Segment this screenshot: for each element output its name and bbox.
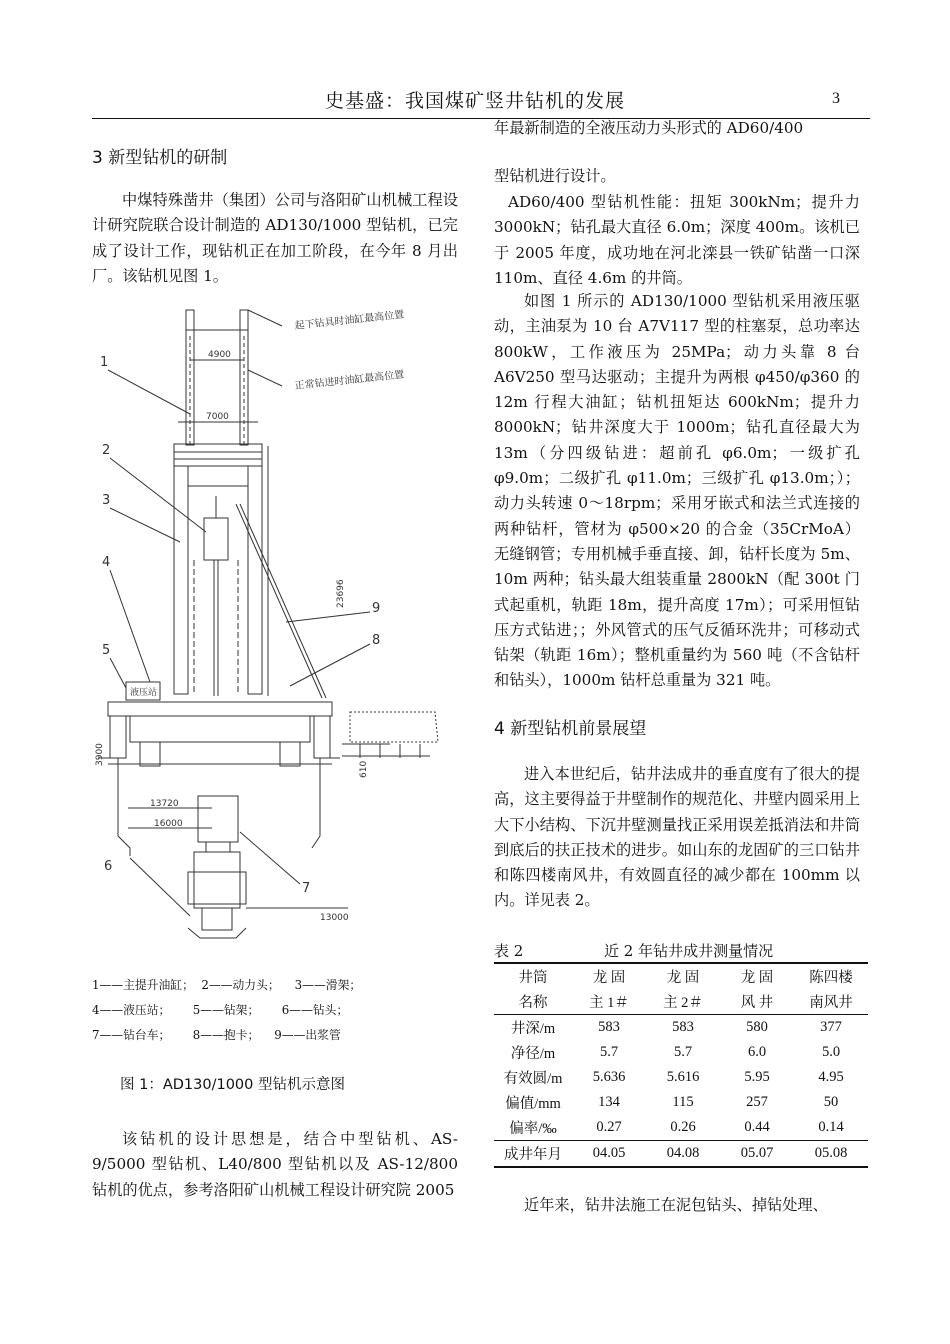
table-cell: 有效圆/m (503, 1071, 563, 1087)
page-number: 3 (832, 90, 840, 107)
table-cell: 5.95 (744, 1069, 770, 1085)
paragraph-ad130-specs: 如图 1 所示的 AD130/1000 型钻机采用液压驱动，主油泵为 10 台 A7V117 型的柱塞泵，总功率达 800kW，工作液压为 25MPa；动力头靠 8 台 A6V250 型马达驱动；主提升为两根 φ450/φ360 的 12m 行程大油缸；钻机扭矩达 600kNm；提升力 8000kN；钻井深度大于 1000m；钻孔直径最大为 13m（分四级钻进：超前孔 φ6.0m；一级扩孔 φ9.0m；二级扩孔 φ11.0m；三级扩孔 φ13.0m；）；动力头转速 0～18rpm；采用牙嵌式和法兰式连接的两种钻杆，管材为 φ500×20 的合金（35CrMoA）无缝钢管；专用机械手垂直接、卸，钻杆长度为 5m、10m 两种；钻头最大组装重量 2800kN（配 300t 门式起重机，轨距 18m，提升高度 17m）；可采用恒钻压方式钻进；；外风管式的压气反循环洗井；可移动式钻架（轨距 16m）；整机重量约为 560 吨（不含钻杆和钻头），1000m 钻杆总重量为 321 吨。 (494, 292, 860, 690)
callout-7: 7 (302, 881, 311, 896)
table-cell: 4.95 (818, 1069, 844, 1085)
table-header-row (494, 963, 868, 989)
table-cell: 成井年月 (494, 1141, 572, 1168)
dim-7000: 7000 (206, 412, 229, 422)
dim-16000: 16000 (154, 819, 183, 829)
table-header-cell: 龙 固 (666, 970, 700, 986)
callout-5: 5 (102, 643, 111, 658)
table-cell: 04.08 (646, 1141, 720, 1168)
table-header-cell: 井筒 (518, 970, 548, 986)
paragraph-intro: 中煤特殊凿井（集团）公司与洛阳矿山机械工程设计研究院联合设计制造的 AD130/1000 型钻机，已完成了设计工作，现钻机正在加工阶段，在今年 8 月出厂。该钻机见图 1。 (92, 191, 458, 285)
figure-drilling-rig-schematic (90, 296, 450, 952)
table-cell: 0.44 (720, 1115, 794, 1141)
paragraph-design-idea: 该钻机的设计思想是，结合中型钻机、AS-9/5000 型钻机、L40/800 型钻机以及 AS-12/800 钻机的优点，参考洛阳矿山机械工程设计研究院 2005 (92, 1130, 458, 1199)
callout-8: 8 (372, 633, 381, 648)
table-cell: 583 (598, 1019, 620, 1035)
dim-3900: 3900 (95, 743, 105, 766)
paragraph-continued-line-1: 年最新制造的全液压动力头形式的 AD60/400 (494, 119, 804, 137)
running-header-title: 史基盛：我国煤矿竖井钻机的发展 (324, 90, 625, 112)
dim-13720: 13720 (150, 799, 179, 809)
dim-4900: 4900 (208, 350, 231, 360)
paragraph-prospects: 进入本世纪后，钻井法成井的垂直度有了很大的提高，这主要得益于井壁制作的规范化、井壁内圆采用上大下小结构、下沉井壁测量找正采用误差抵消法和井筒到底后的扶正技术的进步。如山东的龙固矿的三口钻井和陈四楼南风井，有效圆直径的减少都在 100mm 以内。详见表 2。 (494, 765, 860, 910)
table-cell: 05.07 (720, 1141, 794, 1168)
table-cell: 偏值/mm (505, 1096, 561, 1112)
label-lift-max-position: 起下钻具时油缸最高位置 (294, 309, 405, 332)
table-cell: 5.7 (673, 1044, 693, 1060)
table-label: 表 2 (494, 942, 524, 960)
table-header-cell: 风 井 (720, 989, 794, 1015)
paragraph-continued-line-2: 型钻机进行设计。 (494, 167, 616, 185)
table-cell: 6.0 (747, 1044, 767, 1060)
table-cell: 583 (672, 1019, 694, 1035)
table-header-cell: 陈四楼 (809, 970, 853, 986)
table-cell: 净径/m (510, 1046, 556, 1062)
table-header-cell: 龙 固 (592, 970, 626, 986)
table-header-cell: 龙 固 (740, 970, 774, 986)
table-row (494, 1015, 868, 1041)
table-cell: 5.0 (821, 1044, 841, 1060)
table-cell: 5.7 (599, 1044, 619, 1060)
figure-caption: 图 1：AD130/1000 型钻机示意图 (120, 1077, 345, 1093)
figure-legend-line-1: 1——主提升油缸； 2——动力头； 3——滑架； (92, 978, 362, 992)
table-row (494, 1065, 868, 1090)
dim-13000: 13000 (320, 913, 349, 923)
table-cell: 377 (820, 1019, 842, 1035)
table-row (494, 1115, 868, 1141)
table-cell: 257 (746, 1094, 768, 1110)
figure-legend-line-2: 4——液压站； 5——钻架； 6——钻头； (92, 1003, 349, 1017)
table-cell: 井深/m (510, 1021, 556, 1037)
table-header-cell: 主 2＃ (646, 989, 720, 1015)
table-row (494, 1141, 868, 1168)
table-cell: 0.26 (646, 1115, 720, 1141)
callout-4: 4 (102, 555, 111, 570)
label-normal-drilling-position: 正常钻进时油缸最高位置 (294, 369, 405, 392)
section-4-heading: 4 新型钻机前景展望 (494, 719, 647, 739)
paragraph-recent-years: 近年来，钻井法施工在泥包钻头、掉钻处理、 (524, 1196, 828, 1214)
table-cell: 115 (672, 1094, 694, 1110)
table-shaft-measurements (494, 962, 868, 1168)
table-cell: 580 (746, 1019, 768, 1035)
table-header-row (494, 989, 868, 1015)
table-title: 近 2 年钻井成井测量情况 (604, 942, 774, 960)
table-row (494, 1090, 868, 1115)
table-cell: 134 (598, 1094, 620, 1110)
dim-610: 610 (359, 760, 369, 778)
dim-23696: 23696 (336, 579, 346, 608)
table-header-cell: 主 1＃ (572, 989, 646, 1015)
callout-3: 3 (102, 493, 111, 508)
table-header-cell: 名称 (494, 989, 572, 1015)
table-cell: 0.27 (572, 1115, 646, 1141)
table-cell: 04.05 (572, 1141, 646, 1168)
table-row (494, 1040, 868, 1065)
figure-legend-line-3: 7——钻台车； 8——抱卡； 9——出浆管 (92, 1028, 341, 1042)
callout-2: 2 (102, 443, 111, 458)
label-hydraulic-station: 液压站 (130, 688, 158, 698)
callout-1: 1 (100, 355, 109, 370)
table-header-cell: 南风井 (794, 989, 868, 1015)
callout-9: 9 (372, 601, 381, 616)
table-cell: 5.636 (592, 1069, 626, 1085)
table-cell: 50 (823, 1094, 839, 1110)
table-cell: 05.08 (794, 1141, 868, 1168)
paragraph-ad60-performance: AD60/400 型钻机性能：扭矩 300kNm；提升力 3000kN；钻孔最大直径 6.0m；深度 400m。该机已于 2005 年度，成功地在河北滦县一铁矿钻凿一口深 110m、直径 4.6m 的井筒。 (494, 193, 860, 287)
section-3-heading: 3 新型钻机的研制 (92, 148, 228, 168)
callout-6: 6 (104, 859, 113, 874)
table-cell: 5.616 (666, 1069, 700, 1085)
table-cell: 偏率/‰ (494, 1115, 572, 1141)
table-cell: 0.14 (794, 1115, 868, 1141)
